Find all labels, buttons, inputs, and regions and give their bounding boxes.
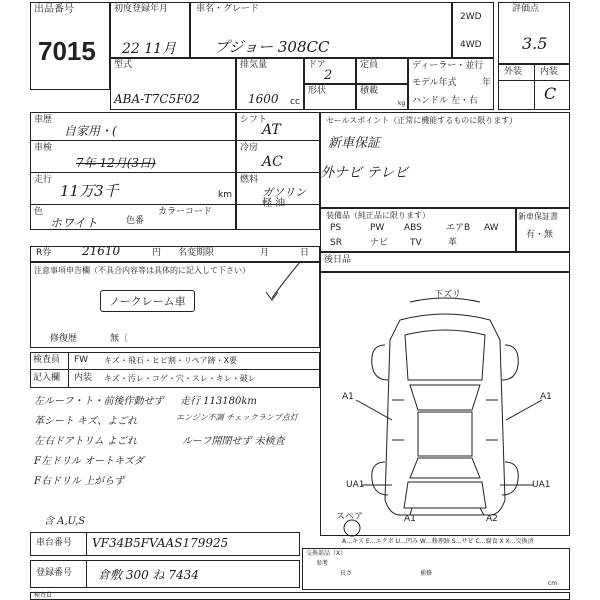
legend-line-1: A…キズ E…エクボ U…凹み W…修理跡 S…サビ C…腐食 X X…交換済 <box>342 538 534 545</box>
repair-value: 無〔 <box>110 334 129 344</box>
recycle-unit: 円 <box>152 248 162 258</box>
hw-note-3: 左右ドアトリム よごれ <box>34 436 137 447</box>
inspector-label: 検査員 <box>33 355 61 365</box>
sales-point-1: 新車保証 <box>328 136 381 151</box>
diag-spare-label: スペア <box>336 512 364 522</box>
legend-ref-1: 参考 <box>316 560 329 567</box>
legend-repair: 補修 <box>420 570 433 577</box>
color-code-label: カラーコード <box>158 207 213 217</box>
hw-note-5: F右ドリル 上がらず <box>34 476 125 487</box>
equip-tv: TV <box>410 238 422 248</box>
shape-label: 形状 <box>308 86 327 96</box>
equip-sr: SR <box>330 238 342 248</box>
score-value: 3.5 <box>522 34 548 53</box>
equip-ps: PS <box>330 223 342 233</box>
handle-label: ハンドル 左・右 <box>412 96 478 106</box>
hw-note-4: F左ドリル オートキズダ <box>34 456 144 467</box>
recycle-value: 21610 <box>82 244 121 258</box>
capacity-label: 定員 <box>360 60 379 70</box>
fuel-value: ガソリン <box>262 186 306 199</box>
hw-note-2: 革シート キズ、よごれ <box>34 416 138 427</box>
model-value: ABA-T7C5F02 <box>114 92 200 106</box>
transfer-day: 日 <box>300 248 310 258</box>
warranty-label: 新車保証書 <box>518 212 558 221</box>
diag-a2-bottom: A2 <box>486 514 498 524</box>
warranty-value: 有・無 <box>526 230 554 240</box>
history-value: 自家用・( <box>64 124 117 138</box>
transfer-label: 名変期限 <box>178 248 215 258</box>
load-unit: kg <box>398 100 406 107</box>
history-label: 車歴 <box>34 115 53 125</box>
model-year-suffix: 年 <box>482 78 492 88</box>
equip-abs: ABS <box>404 223 422 233</box>
first-reg-label: 初度登録年月 <box>114 4 169 14</box>
name-value: プジョー 308CC <box>214 38 330 56</box>
equipment-label: 装備品（純正品に限ります） <box>326 211 430 220</box>
interior-entry-label: 内装 <box>74 373 93 383</box>
interior-value: C <box>544 84 557 103</box>
name-label: 車名・グレード <box>196 4 260 14</box>
mileage-unit: km <box>218 190 232 200</box>
lot-number: 7015 <box>38 36 96 66</box>
diag-a1-left: A1 <box>342 392 354 402</box>
hw-engine-note: エンジン不調 チェックランプ点灯 <box>176 413 298 422</box>
hw-note-6: 含 A,U,S <box>44 516 86 527</box>
equip-pw: PW <box>370 223 385 233</box>
drive-2wd: 2WD <box>460 12 482 22</box>
legend-length: 長さ <box>340 570 353 577</box>
no-claim-stamp: ノークレーム車 <box>100 290 195 312</box>
fuel-label: 燃料 <box>240 175 259 185</box>
reg-label: 登録番号 <box>36 568 73 578</box>
fw-options: キズ・飛石・ヒビ割・リペア跡・X要 <box>104 356 238 365</box>
mileage-value: 11万3千 <box>60 182 119 200</box>
entry-label: 記入欄 <box>33 373 61 383</box>
rear-item-label: 後日品 <box>324 255 352 265</box>
footer-label: 検査員 <box>34 592 53 599</box>
displacement-unit: cc <box>290 97 300 107</box>
shift-value: AT <box>262 122 281 138</box>
mileage-label: 走行 <box>34 175 53 185</box>
fw-label: FW <box>74 355 89 365</box>
equip-leather: 革 <box>448 238 458 248</box>
hw-mileage-note: 走行 113180km <box>180 396 257 407</box>
equip-aw: AW <box>484 223 499 233</box>
door-label: ドア <box>308 60 326 70</box>
equip-airbag: エアB <box>446 223 471 233</box>
interior-label: 内装 <box>540 67 559 77</box>
load-label: 積載 <box>360 86 379 96</box>
model-label: 型式 <box>114 60 133 70</box>
color-value: ホワイト <box>50 216 98 230</box>
displacement-label: 排気量 <box>240 60 268 70</box>
fuel-diesel: 軽 油 <box>262 198 286 209</box>
diag-a1-bottom: A1 <box>404 514 416 524</box>
chassis-label: 車台番号 <box>36 538 73 548</box>
diag-a1-right: A1 <box>540 392 552 402</box>
sales-point-label: セールスポイント（正常に機能するものに限ります） <box>326 116 518 125</box>
diag-ua1-left: UA1 <box>346 480 365 490</box>
legend-exchange: 交換部品（X） <box>306 550 347 557</box>
legend-unit: cm <box>548 580 558 587</box>
ac-label: 冷房 <box>240 143 259 153</box>
interior-options: キズ・汚レ・コゲ・穴・スレ・キレ・破レ <box>104 374 256 383</box>
notes-label: 注意事項申告欄（不具合内容等は具体的に記入して下さい） <box>34 266 250 275</box>
door-value: 2 <box>324 68 333 83</box>
recycle-label: R券 <box>36 248 52 258</box>
repair-label: 修復歴 <box>50 334 78 344</box>
lot-label: 出品番号 <box>34 4 74 15</box>
reg-value: 倉敷 300 ね 7434 <box>98 568 199 582</box>
displacement-value: 1600 <box>248 92 279 106</box>
exterior-label: 外装 <box>504 67 523 77</box>
hw-note-1: 左ルーフ・ト・前後作動せず <box>34 396 164 407</box>
transfer-month: 月 <box>260 248 270 258</box>
color-label: 色 <box>34 207 44 217</box>
score-label: 評価点 <box>512 4 540 14</box>
inspection-value: 7年 12月(3日) <box>76 156 156 170</box>
inspection-label: 車検 <box>34 143 53 153</box>
hw-roof-note: ルーフ開閉せず 未検査 <box>182 436 285 447</box>
equip-navi: ナビ <box>370 238 389 248</box>
chassis-value: VF34B5FVAAS179925 <box>92 536 229 550</box>
diag-ua1-right: UA1 <box>532 480 551 490</box>
diag-top-label: 下ズリ <box>434 290 462 300</box>
ac-value: AC <box>262 154 283 170</box>
color-no-label: 色番 <box>126 216 145 226</box>
shift-label: シフト <box>240 115 268 125</box>
model-year-label: モデル年式 <box>412 78 457 88</box>
first-reg-value: 22 11月 <box>122 41 177 57</box>
dealer-label: ディーラー・並行 <box>412 61 484 71</box>
drive-4wd: 4WD <box>460 40 482 50</box>
sales-point-2: 外ナビ テレビ <box>320 165 409 181</box>
